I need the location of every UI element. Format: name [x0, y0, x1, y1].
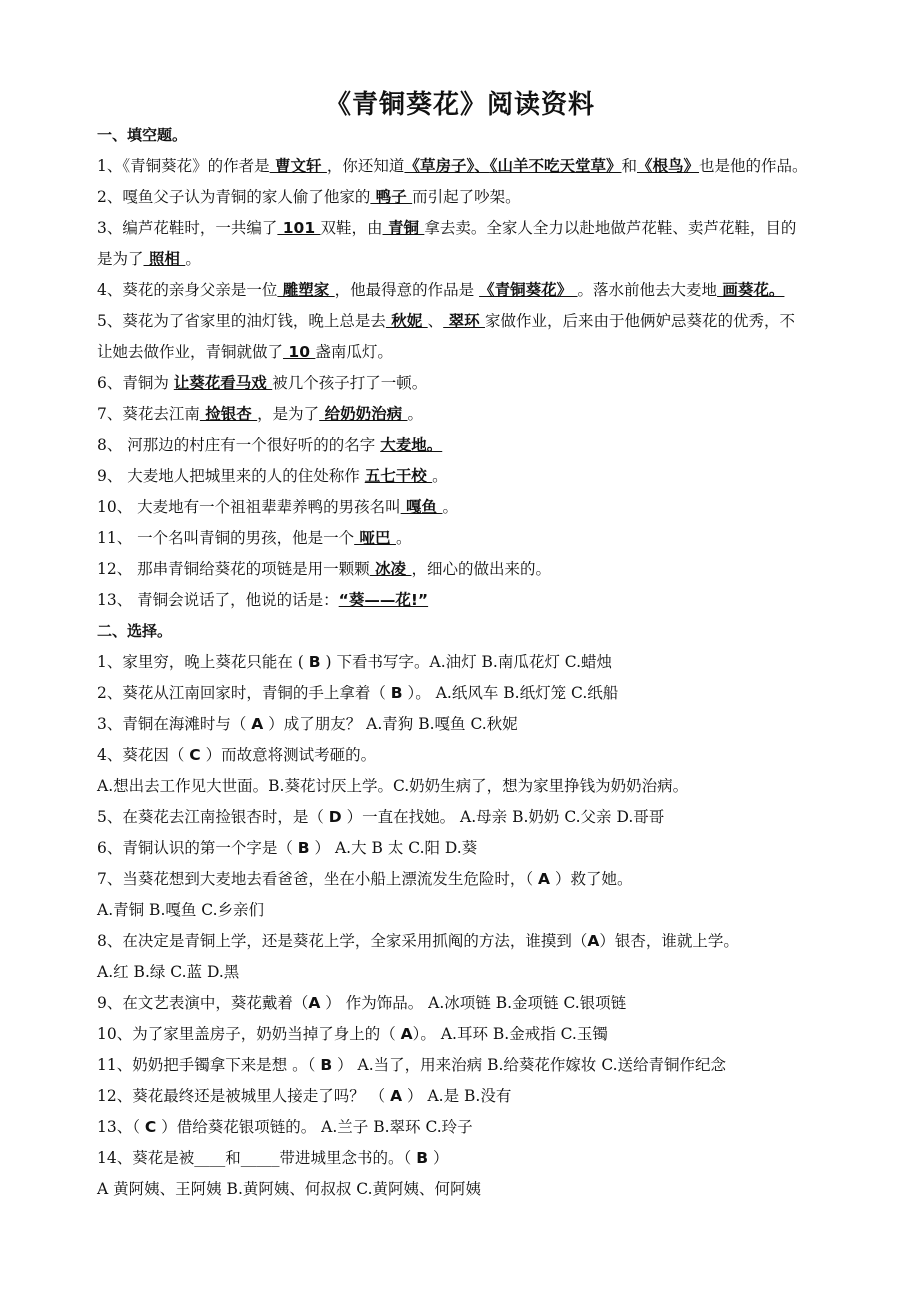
answer: 冰凌 — [369, 560, 412, 578]
fill-question-6: 6、青铜为 让葵花看马戏 被几个孩子打了一顿。 — [97, 374, 428, 392]
choice-question-11: 11、奶奶把手镯拿下来是想 。（ B ） A.当了，用来治病 B.给葵花作嫁妆 C.送给青铜作纪念 — [97, 1056, 727, 1074]
fill-question-7: 7、葵花去江南 捡银杏 ，是为了 给奶奶治病 。 — [97, 405, 423, 423]
answer: 画葵花。 — [717, 281, 785, 299]
fill-question-3: 3、编芦花鞋时，一共编了 101 双鞋，由 青铜 拿去卖。全家人全力以赴地做芦花鞋、卖芦花鞋，目的 — [97, 219, 797, 237]
answer: 给奶奶治病 — [319, 405, 408, 423]
choice-question-9: 9、在文艺表演中，葵花戴着（A ） 作为饰品。 A.冰项链 B.金项链 C.银项链 — [97, 994, 627, 1012]
fill-question-4: 4、葵花的亲身父亲是一位 雕塑家 ，他最得意的作品是 《青铜葵花》 。落水前他去大麦地 画葵花。 — [97, 281, 785, 299]
choice-question-7: 7、当葵花想到大麦地去看爸爸，坐在小船上漂流发生危险时，（ A ）救了她。 — [97, 870, 633, 888]
answer: C — [189, 746, 201, 764]
answer: A — [400, 1025, 413, 1043]
answer: B — [416, 1149, 429, 1167]
answer: 照相 — [143, 250, 186, 268]
answer: 五七干校 — [364, 467, 433, 485]
answer: 101 — [277, 219, 321, 237]
answer: 鸭子 — [370, 188, 413, 206]
choice-question-14: 14、葵花是被____和_____带进城里念书的。（ B ） — [97, 1149, 449, 1167]
answer: 《根鸟》 — [637, 157, 700, 175]
fill-question-3-cont: 是为了 照相 。 — [97, 250, 201, 268]
choice-question-1: 1、家里穷，晚上葵花只能在 ( B ) 下看书写字。A.油灯 B.南瓜花灯 C.蜡烛 — [97, 653, 613, 671]
answer: 雕塑家 — [277, 281, 335, 299]
section-heading-choice: 二、选择。 — [97, 622, 173, 640]
answer: “葵——花!” — [338, 591, 429, 609]
answer: 秋妮 — [385, 312, 428, 330]
fill-question-11: 11、 一个名叫青铜的男孩，他是一个 哑巴 。 — [97, 529, 412, 547]
answer: A — [538, 870, 551, 888]
answer: 《草房子》 — [404, 157, 475, 175]
answer: A — [251, 715, 264, 733]
choice-question-12: 12、葵花最终还是被城里人接走了吗？ （ A ） A.是 B.没有 — [97, 1087, 512, 1105]
choice-question-2: 2、葵花从江南回家时，青铜的手上拿着（ B ）。 A.纸风车 B.纸灯笼 C.纸船 — [97, 684, 619, 702]
choice-question-6: 6、青铜认识的第一个字是（ B ） A.大 B 太 C.阳 D.葵 — [97, 839, 478, 857]
answer: B — [320, 1056, 333, 1074]
fill-question-8: 8、 河那边的村庄有一个很好听的的名字 大麦地。 — [97, 436, 443, 454]
fill-question-13: 13、 青铜会说话了，他说的话是：“葵——花!” — [97, 591, 429, 609]
answer: 捡银杏 — [199, 405, 258, 423]
answer: B — [297, 839, 310, 857]
choice-question-8: 8、在决定是青铜上学，还是葵花上学，全家采用抓阄的方法，谁摸到（A）银杏，谁就上学。 — [97, 932, 739, 950]
answer: 哑巴 — [354, 529, 396, 547]
fill-question-2: 2、嘎鱼父子认为青铜的家人偷了他家的 鸭子 而引起了吵架。 — [97, 188, 521, 206]
answer: 让葵花看马戏 — [173, 374, 273, 392]
answer: B — [390, 684, 403, 702]
choice-question-7-options: A.青铜 B.嘎鱼 C.乡亲们 — [97, 901, 265, 919]
choice-question-3: 3、青铜在海滩时与（ A ）成了朋友？ A.青狗 B.嘎鱼 C.秋妮 — [97, 715, 518, 733]
choice-question-14-options: A 黄阿姨、王阿姨 B.黄阿姨、何叔叔 C.黄阿姨、何阿姨 — [97, 1180, 482, 1198]
fill-question-10: 10、 大麦地有一个祖祖辈辈养鸭的男孩名叫 嘎鱼 。 — [97, 498, 458, 516]
answer: 青铜 — [382, 219, 425, 237]
answer: 10 — [283, 343, 316, 361]
fill-question-1: 1、《青铜葵花》的作者是 曹文轩 ，你还知道《草房子》、《山羊不吃天堂草》和《根鸟》也是他的作品。 — [97, 157, 808, 175]
answer: A — [390, 1087, 403, 1105]
blank: ____ — [194, 1149, 226, 1167]
answer: 翠环 — [443, 312, 485, 330]
choice-question-10: 10、为了家里盖房子，奶奶当掉了身上的（ A）。 A.耳环 B.金戒指 C.玉镯 — [97, 1025, 608, 1043]
choice-question-4-options: A.想出去工作见大世面。B.葵花讨厌上学。C.奶奶生病了，想为家里挣钱为奶奶治病。 — [97, 777, 689, 795]
answer: 曹文轩 — [269, 157, 327, 175]
choice-question-8-options: A.红 B.绿 C.蓝 D.黑 — [97, 963, 240, 981]
choice-question-4: 4、葵花因（ C ）而故意将测试考砸的。 — [97, 746, 377, 764]
fill-question-9: 9、 大麦地人把城里来的人的住处称作 五七干校 。 — [97, 467, 448, 485]
answer: A — [587, 932, 600, 950]
answer: 大麦地。 — [380, 436, 443, 454]
fill-question-5-cont: 让她去做作业，青铜就做了 10 盏南瓜灯。 — [97, 343, 393, 361]
answer: 《青铜葵花》 — [479, 281, 578, 299]
answer: D — [328, 808, 342, 826]
answer: 嘎鱼 — [400, 498, 443, 516]
fill-question-5: 5、葵花为了省家里的油灯钱，晚上总是去 秋妮 、 翠环 家做作业，后来由于他俩妒忌葵花的优秀，不 — [97, 312, 795, 330]
blank: _____ — [240, 1149, 280, 1167]
answer: B — [308, 653, 321, 671]
document-title: 《青铜葵花》阅读资料 — [324, 90, 595, 120]
answer: A — [308, 994, 321, 1012]
answer: 《山羊不吃天堂草》 — [489, 157, 622, 175]
choice-question-13: 13、（ C ）借给葵花银项链的。 A.兰子 B.翠环 C.玲子 — [97, 1118, 473, 1136]
section-heading-fill-blank: 一、填空题。 — [97, 126, 188, 144]
choice-question-5: 5、在葵花去江南捡银杏时，是（ D ）一直在找她。 A.母亲 B.奶奶 C.父亲 D.哥哥 — [97, 808, 665, 826]
fill-question-12: 12、 那串青铜给葵花的项链是用一颗颗 冰凌 ，细心的做出来的。 — [97, 560, 551, 578]
answer: C — [144, 1118, 157, 1136]
